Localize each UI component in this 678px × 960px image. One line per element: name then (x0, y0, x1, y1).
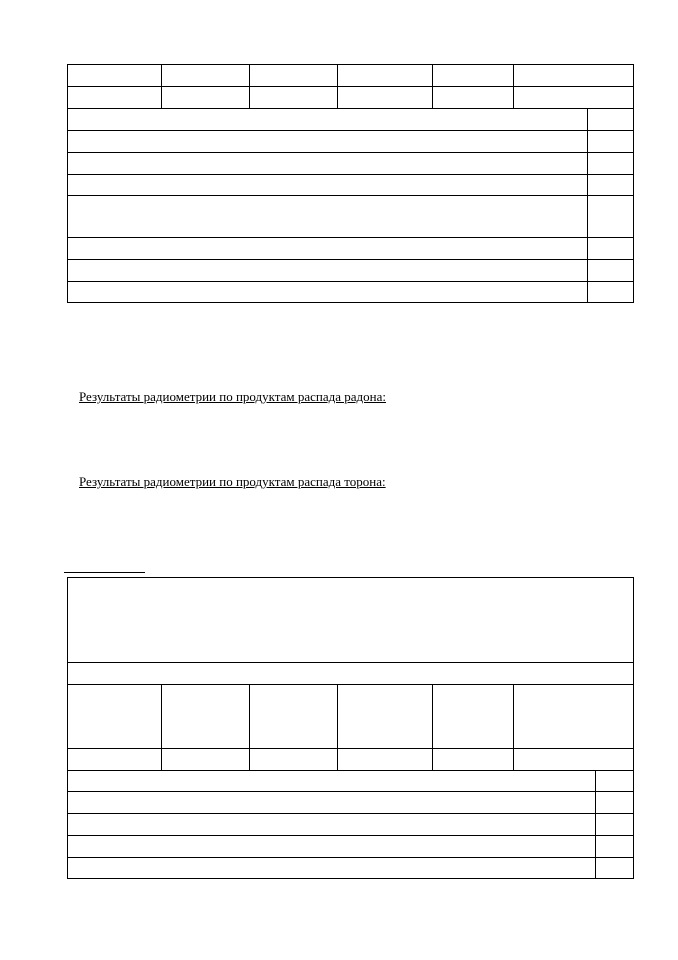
footnote-separator-line (64, 572, 145, 573)
row-line (67, 108, 634, 109)
row-line (67, 662, 634, 663)
radon-results-heading: Результаты радиометрии по продуктам распада радона: (79, 389, 386, 404)
column-line (513, 684, 514, 770)
row-line (67, 684, 634, 685)
column-line (513, 64, 514, 108)
column-line (161, 64, 162, 108)
row-line (67, 791, 634, 792)
row-line (67, 813, 634, 814)
column-line (249, 64, 250, 108)
column-line (587, 108, 588, 303)
row-line (67, 259, 634, 260)
row-line (67, 195, 634, 196)
row-line (67, 748, 634, 749)
column-line (432, 684, 433, 770)
column-line (337, 64, 338, 108)
column-line (249, 684, 250, 770)
row-line (67, 281, 634, 282)
row-line (67, 130, 634, 131)
column-line (595, 770, 596, 879)
row-line (67, 237, 634, 238)
top-table-border (67, 64, 634, 303)
row-line (67, 86, 634, 87)
column-line (337, 684, 338, 770)
row-line (67, 152, 634, 153)
column-line (432, 64, 433, 108)
row-line (67, 835, 634, 836)
bottom-table-border (67, 577, 634, 879)
thoron-results-heading: Результаты радиометрии по продуктам распада торона: (79, 474, 386, 489)
column-line (161, 684, 162, 770)
row-line (67, 174, 634, 175)
row-line (67, 770, 634, 771)
row-line (67, 857, 634, 858)
